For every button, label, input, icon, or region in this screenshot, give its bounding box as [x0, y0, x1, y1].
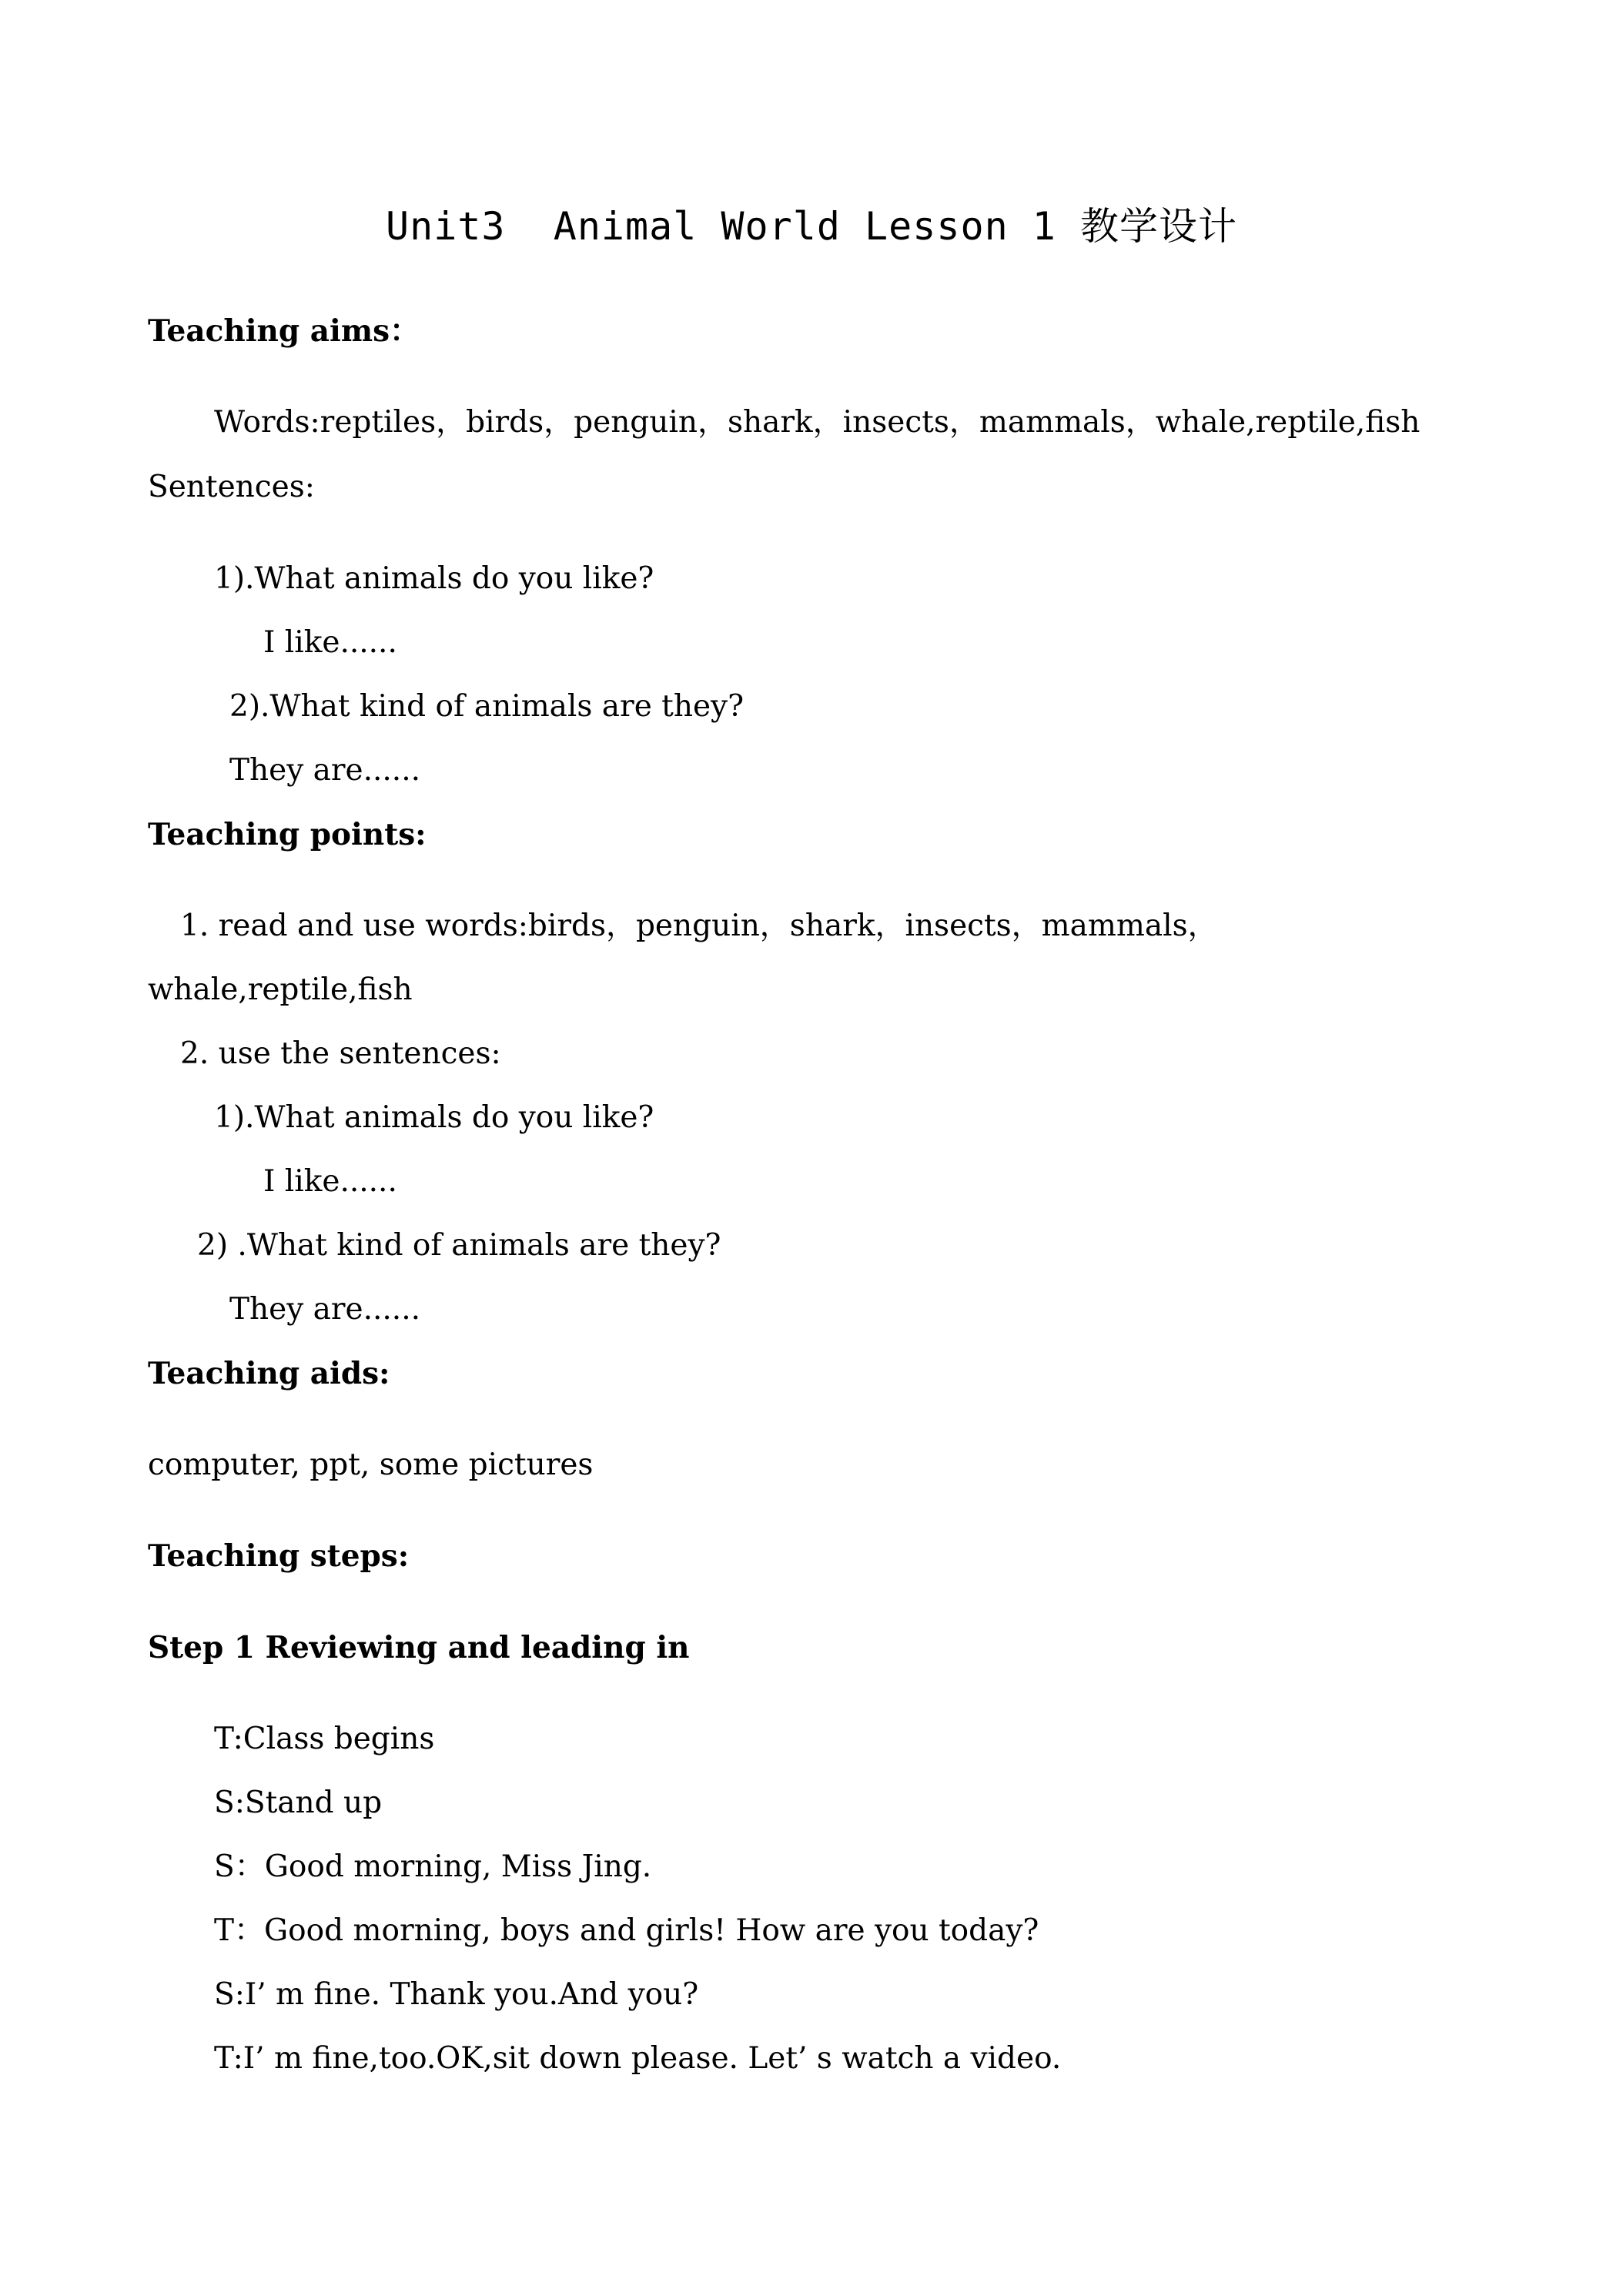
points-question-1: 1).What animals do you like? — [214, 1100, 654, 1135]
teaching-steps-heading: Teaching steps: — [148, 1538, 410, 1574]
teaching-aims-heading: Teaching aims： — [148, 313, 420, 349]
aims-question-1: 1).What animals do you like? — [214, 561, 654, 596]
teaching-aids-text: computer, ppt, some pictures — [148, 1448, 594, 1482]
points-question-2: 2) .What kind of animals are they? — [197, 1228, 721, 1263]
points-item-1-line-2: whale,reptile,fish — [148, 972, 413, 1007]
dialogue-line: T:Class begins — [214, 1722, 435, 1756]
points-answer-1: I like...... — [263, 1164, 397, 1199]
dialogue-line: S：Good morning, Miss Jing. — [214, 1849, 652, 1884]
teaching-aids-heading: Teaching aids: — [148, 1356, 390, 1391]
aims-sentences-label: Sentences: — [148, 470, 315, 504]
dialogue-line: S:Stand up — [214, 1786, 383, 1820]
dialogue-line: T:I’ m fine,too.OK,sit down please. Let’ s watch a video. — [214, 2041, 1062, 2076]
points-item-1-line-1: 1. read and use words:birds，penguin，shark，insects，mammals， — [180, 909, 1218, 943]
aims-words: Words:reptiles，birds，penguin，shark，insects，mammals，whale,reptile,fish — [214, 405, 1421, 440]
points-answer-2: They are...... — [229, 1292, 420, 1327]
teaching-points-heading: Teaching points: — [148, 817, 427, 852]
aims-answer-2: They are...... — [229, 753, 420, 788]
dialogue-line: T：Good morning, boys and girls! How are you today? — [214, 1913, 1039, 1948]
aims-question-2: 2).What kind of animals are they? — [229, 689, 744, 724]
dialogue-line: S:I’ m fine. Thank you.And you? — [214, 1977, 699, 2012]
step-1-heading: Step 1 Reviewing and leading in — [148, 1630, 690, 1665]
document-title: Unit3 Animal World Lesson 1 教学设计 — [386, 204, 1237, 249]
aims-answer-1: I like...... — [263, 625, 397, 660]
points-item-2: 2. use the sentences: — [180, 1036, 501, 1071]
